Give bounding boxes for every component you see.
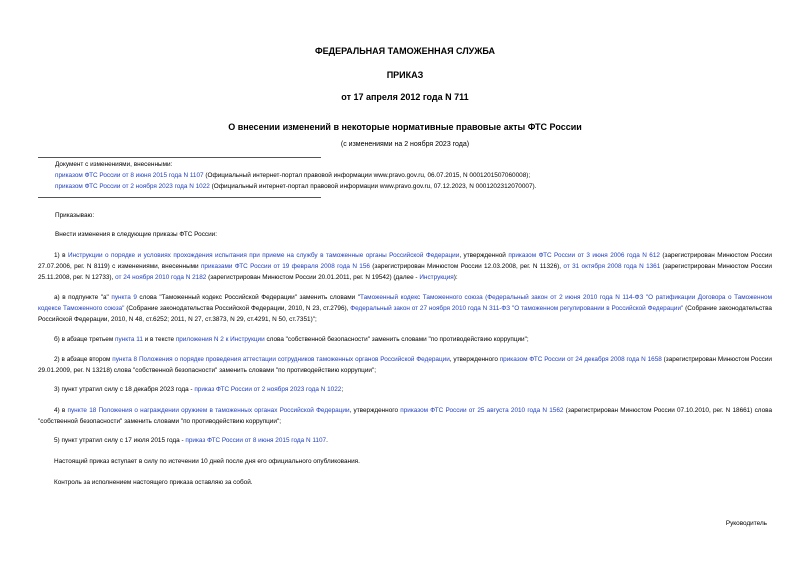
order-156-link[interactable]: приказами ФТС России от 19 февраля 2008 года N 156 <box>200 263 370 270</box>
changes-box-top-rule <box>38 157 321 158</box>
text-span: ; <box>341 386 344 393</box>
paragraph-3 <box>38 334 772 345</box>
paragraph-9: Контроль за исполнением настоящего приказа оставляю за собой. <box>54 479 253 486</box>
text-span: б) в абзаце третьем <box>54 336 116 343</box>
changes-item <box>55 170 530 181</box>
text-span: и в тексте <box>142 336 176 343</box>
appendix-2-link[interactable]: приложения N 2 к Инструкции <box>175 336 265 343</box>
text-span: (Собрание законодательства Российской Федерации, 2010, N 48, ст.6252; 2011, N 27, ст.3873, N 29, ст.4291, N 50, ст.7351)"; <box>38 305 772 323</box>
date-number-heading: от 17 апреля 2012 года N 711 <box>341 92 469 102</box>
agency-heading: ФЕДЕРАЛЬНАЯ ТАМОЖЕННАЯ СЛУЖБА <box>314 46 496 56</box>
text-span: (Собрание законодательства Российской Федерации, 2010, N 23, ст.2796), <box>124 305 351 312</box>
text-span: . <box>326 437 328 444</box>
text-span: (зарегистрирован Минюстом России 20.01.2011, рег. N 19542) (далее - <box>206 274 420 281</box>
text-span: (зарегистрирован Минюстом России 27.07.2006, рег. N 8119) с изменениями, внесенными <box>38 252 772 270</box>
amendment-link-2015[interactable]: приказом ФТС России от 8 июня 2015 года N 1107 <box>55 172 204 179</box>
order-1658-link[interactable]: приказом ФТС России от 24 декабря 2008 года N 1658 <box>499 356 662 363</box>
changes-item-text: (Официальный интернет-портал правовой информации www.pravo.gov.ru, 07.12.2023, N 0001202312070007). <box>209 183 537 190</box>
text-span: 4) в <box>54 407 68 414</box>
text-span: (зарегистрирован Минюстом России 12.03.2008, рег. N 11326), <box>369 263 564 270</box>
text-span: , утвержденного <box>449 356 500 363</box>
changes-item <box>55 181 536 192</box>
paragraph-7 <box>38 435 772 446</box>
paragraph-1 <box>38 250 772 283</box>
changes-box-bottom-rule <box>38 197 321 198</box>
changes-box-intro: Документ с изменениями, внесенными: <box>55 161 173 168</box>
order-1107-link[interactable]: приказ ФТС России от 8 июня 2015 года N 1107 <box>185 437 327 444</box>
federal-law-311-link[interactable]: Федеральный закон от 27 ноября 2010 года N 311-ФЗ "О таможенном регулировании в Российской Федерации" <box>350 305 684 312</box>
point-18-link[interactable]: пункте 18 Положения о награждении оружием в таможенных органах Российской Федерации <box>67 407 350 414</box>
paragraph-6 <box>38 405 772 427</box>
amendment-link-2023[interactable]: приказом ФТС России от 2 ноября 2023 года N 1022 <box>55 183 210 190</box>
changes-item-text: (Официальный интернет-портал правовой информации www.pravo.gov.ru, 06.07.2015, N 0001201507060008); <box>203 172 531 179</box>
intro-paragraph: Внести изменения в следующие приказы ФТС России: <box>55 231 217 238</box>
text-span: (зарегистрирован Минюстом России 07.10.2010, рег. N 18661) слова "собственной безопасности" заменить словами "по противодействию коррупции"; <box>38 407 772 425</box>
paragraph-4 <box>38 354 772 376</box>
text-span: , утвержденной <box>459 252 509 259</box>
order-2182-link[interactable]: от 24 ноября 2010 года N 2182 <box>115 274 207 281</box>
text-span: а) в подпункте "а" <box>54 294 112 301</box>
doc-type-heading: ПРИКАЗ <box>386 70 424 80</box>
paragraph-2 <box>38 292 772 325</box>
text-span: 2) в абзаце втором <box>54 356 113 363</box>
text-span: 3) пункт утратил силу с 18 декабря 2023 года - <box>54 386 195 393</box>
revision-note: (с изменениями на 2 ноября 2023 года) <box>340 141 470 148</box>
text-span: 1) в <box>54 252 68 259</box>
attestation-regulation-link[interactable]: пункта 8 Положения о порядке проведения аттестации сотрудников таможенных органов Российской Федерации <box>112 356 450 363</box>
order-612-link[interactable]: приказом ФТС России от 3 июня 2006 года N 612 <box>508 252 660 259</box>
point-11-link[interactable]: пункта 11 <box>115 336 143 343</box>
text-span: слова "Таможенный кодекс Российской Федерации" заменить словами " <box>136 294 360 301</box>
order-word: Приказываю: <box>55 212 95 219</box>
customs-code-link[interactable]: Таможенный кодекс Таможенного союза (Федеральный закон от 2 июня 2010 года N 114-ФЗ "О ратификации Договора о Таможенном кодексе Таможенного союза" <box>38 294 772 312</box>
text-span: , утвержденного <box>349 407 401 414</box>
order-1361-link[interactable]: от 31 октября 2008 года N 1361 <box>563 263 661 270</box>
signature: Руководитель <box>725 520 767 527</box>
instruction-short-link[interactable]: Инструкция <box>419 274 454 281</box>
document-title: О внесении изменений в некоторые нормативные правовые акты ФТС России <box>228 122 582 132</box>
order-1562-link[interactable]: приказом ФТС России от 25 августа 2010 года N 1562 <box>400 407 564 414</box>
text-span: (зарегистрирован Минюстом России 25.11.2008, рег. N 12733), <box>38 263 772 281</box>
paragraph-5 <box>38 384 772 395</box>
instruction-link[interactable]: Инструкции о порядке и условиях прохождения испытания при приеме на службу в таможенные органы Российской Федерации <box>68 252 460 259</box>
text-span: слова "собственной безопасности" заменить словами "по противодействию коррупции"; <box>264 336 529 343</box>
paragraph-8: Настоящий приказ вступает в силу по истечении 10 дней после дня его официального опубликования. <box>54 458 360 465</box>
text-span: 5) пункт утратил силу с 17 июля 2015 года - <box>54 437 186 444</box>
order-1022-link[interactable]: приказ ФТС России от 2 ноября 2023 года N 1022 <box>194 386 342 393</box>
text-span: (зарегистрирован Минюстом России 29.01.2009, рег. N 13218) слова "собственной безопасности" заменить словами "по противодействию коррупции"; <box>38 356 772 374</box>
point-9-link[interactable]: пункта 9 <box>111 294 137 301</box>
text-span: ): <box>453 274 458 281</box>
